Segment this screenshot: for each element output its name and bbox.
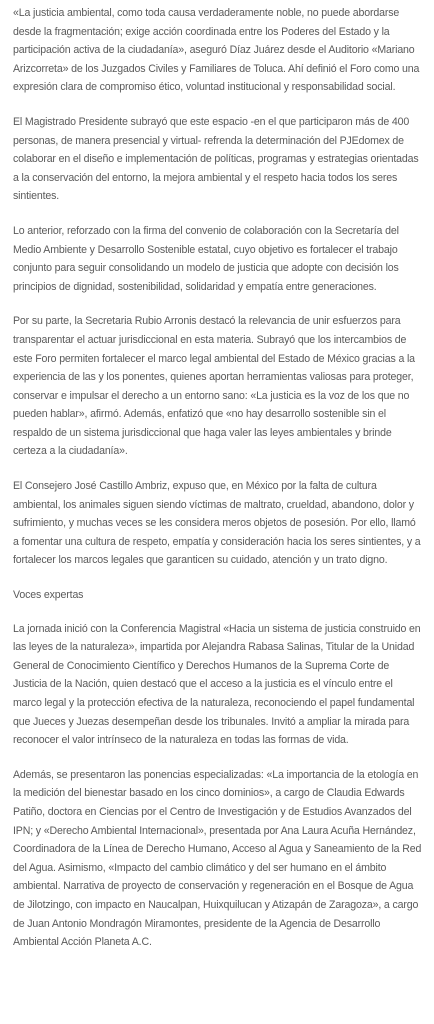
paragraph-convenio: Lo anterior, reforzado con la firma del convenio de colaboración con la Secretaría del Medio Ambiente y Desarrollo Sostenible estatal, cuyo objetivo es fortalecer el trabajo conjunto para seguir consolidando un modelo de justicia que adopte con decisión los principios de dignidad, sostenibilidad, solidaridad y empatía entre generaciones.: [13, 224, 399, 293]
paragraph-magistrado-presidente: El Magistrado Presidente subrayó que este espacio -en el que participaron más de 400 personas, de manera presencial y virtual- refrenda la determinación del PJEdomex de colaborar en el diseño e implementación de políticas, programas y estrategias orientadas a la conservación del entorno, la mejora ambiental y el respeto hacia todos los seres sintientes.: [13, 115, 419, 203]
paragraph-conferencia-magistral: La jornada inició con la Conferencia Magistral «Hacia un sistema de justicia construido en las leyes de la naturaleza», impartida por Alejandra Rabasa Salinas, Titular de la Unidad General de Conocimiento Científico y Derechos Humanos de la Suprema Corte de Justicia de la Nación, quien destacó que el acceso a la justicia es el vínculo entre el marco legal y la protección efectiva de la naturaleza, reconociendo el papel fundamental que Jueces y Juezas desempeñan desde los tribunales. Invitó a ampliar la mirada para reconocer el valor intrínseco de la naturaleza en todas las formas de vida.: [13, 622, 421, 747]
paragraph-secretaria: Por su parte, la Secretaria Rubio Arronis destacó la relevancia de unir esfuerzos para transparentar el actuar jurisdiccional en esta materia. Subrayó que los intercambios de este Foro permiten fortalecer el marco legal ambiental del Estado de México gracias a la experiencia de las y los ponentes, quienes aportan herramientas valiosas para proteger, conservar e impulsar el derecho a un entorno sano: «La justicia es la voz de los que no pueden hablar», afirmó. Además, enfatizó que «no hay desarrollo sostenible sin el respaldo de un sistema jurisdiccional que haga valer las leyes ambientales y brinde certeza a la ciudadanía».: [13, 315, 415, 458]
paragraph-consejero: El Consejero José Castillo Ambriz, expuso que, en México por la falta de cultura ambiental, los animales siguen siendo víctimas de maltrato, crueldad, abandono, dolor y sufrimiento, y muchas veces se les considera meros objetos de posesión. Por ello, llamó a fomentar una cultura de respeto, empatía y consideración hacia los seres sintientes, y a fortalecer los marcos legales que garanticen su cuidado, atención y un trato digno.: [13, 480, 421, 567]
paragraph-ponencias: Además, se presentaron las ponencias especializadas: «La importancia de la etología en la medición del bienestar basado en los cinco dominios», a cargo de Claudia Edwards Patiño, doctora en Ciencias por el Centro de Investigación y de Estudios Avanzados del IPN; y «Derecho Ambiental Internacional», presentada por Ana Laura Acuña Hernández, Coordinadora de la Línea de Derecho Humano, Acceso al Agua y Saneamiento de la Red del Agua. Asimismo, «Impacto del cambio climático y del ser humano en el ámbito ambiental. Narrativa de proyecto de conservación y regeneración en el Bosque de Agua de Jilotzingo, con impacto en Naucalpan, Huixquilucan y Atizapán de Zaragoza», a cargo de Juan Antonio Mondragón Miramontes, presidente de la Agencia de Desarrollo Ambiental Acción Planeta A.C.: [13, 768, 422, 949]
section-subheading: Voces expertas: [13, 589, 84, 602]
paragraph-justicia-ambiental: «La justicia ambiental, como toda causa verdaderamente noble, no puede abordarse desde la fragmentación; exige acción coordinada entre los Poderes del Estado y la participación activa de la ciudadanía», aseguró Díaz Juárez desde el Auditorio «Mariano Arizcorreta» de los Juzgados Civiles y Familiares de Toluca. Ahí definió el Foro como una expresión clara de compromiso ético, voluntad institucional y responsabilidad social.: [13, 7, 420, 94]
